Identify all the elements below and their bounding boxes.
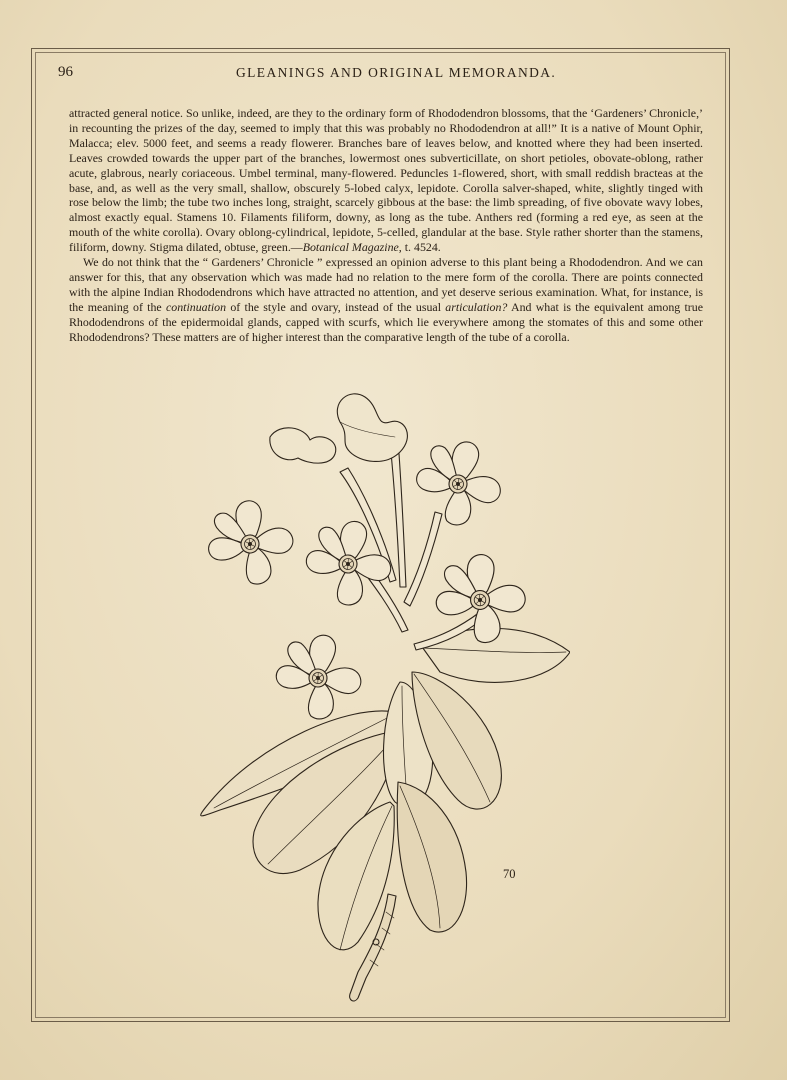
corolla-tube-2 — [390, 440, 406, 587]
citation-source: Botanical Magazine, — [302, 240, 402, 255]
citation-plate: t. 4524. — [401, 240, 441, 255]
paragraph-description-text: attracted general notice. So unlike, indeed, are they to the ordinary form of Rhododendron blossoms, that the ‘Gardeners’ Chronicle,’ in recounting the prizes of the day, seemed to imply that this was probably no Rhododendron at all!” It is a native of Mount Ophir, Malacca; elev. 5000 feet, and seems a ready flowerer. Branches bare of leaves below, and knotted where they had been inserted. Leaves crowded towards the upper part of the branches, lowermost ones subverticillate, on short petioles, obovate-oblong, rather acute, glabrous, nearly coriaceous. Umbel terminal, many-flowered. Peduncles 1-flowered, short, with small reddish bracteas at the base, and, as well as the very small, shallow, obscurely 5-lobed calyx, lepidote. Corolla salver-shaped, white, slightly tinged with rose below the limb; the tube two inches long, straight, scarcely gibbous at the base: the limb spreading, of five obovate wavy lobes, almost exactly equal. Stamens 10. Filaments filiform, downy, as long as the tube. Anthers red (forming a red eye, as seen at the mouth of the white corolla). Ovary oblong-cylindrical, lepidote, 5-celled, glandular at the base. Style rather shorter than the stamens, filiform, downy. Stigma dilated, obtuse, green.— — [69, 106, 703, 255]
plate-number: 70 — [503, 867, 516, 881]
commentary-text-c: And what is the equivalent among true Rhododendrons of the epidermoidal glands, capped with scurfs, which lie everywhere among the stomates of this and some other Rhododendrons? These matters are of higher interest than the comparative length of the tube of a corolla. — [69, 299, 703, 344]
commentary-text-a: We do not think that the “ Gardeners’ Chronicle ” expressed an opinion adverse to this plant being a Rhododendron. And we can answer for this, that any observation which was made had no relation to the mere form of the corolla. There are points connected with the alpine Indian Rhododendrons which have attracted no attention, and yet deserve serious examination. What, for instance, is the meaning of the — [69, 255, 703, 314]
paragraph-description — [69, 106, 703, 255]
flower-top-left — [270, 428, 336, 463]
emphasis-continuation: continuation — [165, 299, 227, 314]
flower-lower-left — [275, 634, 363, 721]
article-text — [69, 106, 703, 345]
flower-left — [201, 494, 299, 591]
paragraph-commentary — [69, 255, 703, 344]
corolla-tube-3 — [404, 512, 442, 606]
running-title: GLEANINGS AND ORIGINAL MEMORANDA. — [236, 65, 557, 80]
flower-upper-right — [411, 436, 507, 531]
running-head — [58, 64, 708, 84]
rhododendron-illustration — [190, 382, 570, 1012]
commentary-text-b: of the style and ovary, instead of the usual — [226, 299, 446, 314]
page-number: 96 — [58, 64, 73, 80]
emphasis-articulation: articulation? — [445, 299, 508, 314]
flower-top-bud — [337, 394, 407, 462]
